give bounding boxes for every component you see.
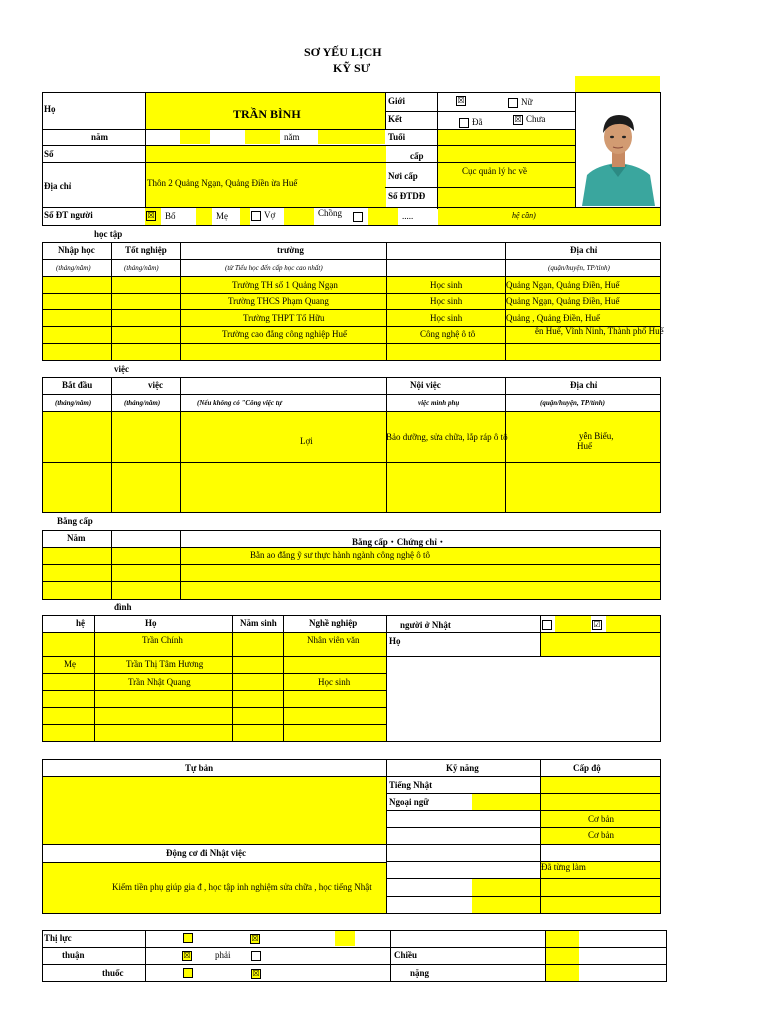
eyesight-label: Thị lực [44,933,72,943]
emergency-phone-field[interactable] [438,208,660,225]
document-title-line1: SƠ YẾU LỊCH [304,45,382,59]
skill-japanese: Tiếng Nhật [389,780,433,790]
weight-label: nặng [410,968,430,978]
mother-label: Mẹ [216,211,228,221]
edu-header-school: trường [277,245,304,255]
gender-male-option[interactable] [456,95,469,106]
japan-no-checkbox[interactable] [542,620,552,630]
husband-label: Chồng [318,208,343,218]
family-header-name: Họ [145,618,157,628]
edu-row1-school: Trường TH số 1 Quảng Ngạn [232,280,338,290]
japan-no-option[interactable] [542,619,555,630]
family-row1-job: Nhân viên văn [307,635,360,645]
issue-place-value: Cục quản lý hc về [462,166,527,176]
issue-date-field[interactable] [438,146,575,162]
edu-row1-major: Học sinh [430,280,463,290]
family-header-birth: Năm sinh [240,618,277,628]
address-label: Địa chỉ [44,181,72,191]
female-label: Nữ [521,97,533,107]
education-section-title: học tập [94,229,123,239]
work-header-job: Nội việc [410,380,441,390]
smoking-option-2[interactable] [251,968,264,979]
edu-row2-major: Học sinh [430,296,463,306]
work-row1-company: Lợi [300,436,313,446]
work-sub-company: (Nếu không có "Công việc tự [197,399,282,407]
work-sub-start: (tháng/năm) [55,399,92,407]
issue-place-label: Nơi cấp [388,171,418,181]
father-checkbox[interactable]: ☒ [147,210,155,220]
surname-label: Họ [44,104,56,114]
married-option[interactable] [459,117,483,128]
edu-row4-address: ên Huế, Vĩnh Ninh, Thành phố Huế [535,326,664,336]
husband-option[interactable] [353,211,366,222]
edu-header-address: Địa chỉ [570,245,598,255]
work-row1-address-2: Huế [577,441,592,451]
work-sub-job: việc mình phụ [418,399,460,407]
wife-label: Vợ [264,210,276,220]
single-label: Chưa [526,114,546,124]
eyesight-option-2[interactable] [250,933,263,944]
right-hand-checkbox[interactable] [251,951,261,961]
level-row4: Cơ bản [588,830,615,840]
edu-header-start: Nhập học [58,245,95,255]
family-header-relation: hệ [76,618,85,628]
married-label: Đã [472,117,483,127]
family-section-title: đình [114,602,132,612]
id-number-field[interactable] [145,146,386,162]
father-option[interactable] [146,210,159,221]
edu-sub-address: (quận/huyện, TP/tỉnh) [548,264,610,272]
birth-year-field[interactable] [318,130,385,144]
level-header: Cấp độ [573,763,601,773]
single-option[interactable] [513,114,545,125]
work-sub-address: (quận/huyện, TP/tỉnh) [540,399,605,407]
husband-checkbox[interactable] [353,212,363,222]
other-dots: ..... [402,211,414,221]
gender-female-option[interactable] [508,97,532,108]
edu-header-end: Tốt nghiệp [125,245,167,255]
issue-date-label: cấp [410,151,424,161]
edu-sub-school: (từ Tiểu học đến cấp học cao nhất) [225,264,323,272]
smoking-checkbox-1[interactable] [183,968,193,978]
edu-row3-school: Trường THPT Tố Hữu [243,313,325,323]
japan-name-label: Họ [389,636,401,646]
family-row3-job: Học sinh [318,677,351,687]
skill-foreign: Ngoại ngữ [389,797,429,807]
edu-row4-school: Trường cao đẳng công nghiệp Huế [222,329,348,339]
married-checkbox[interactable] [459,118,469,128]
family-row2-relation: Mẹ [64,659,76,669]
level-row3: Cơ bản [588,814,615,824]
motive-header: Động cơ đi Nhật việc [166,848,246,858]
eyesight-checkbox-2[interactable]: ☒ [251,933,259,943]
document-title-line2: KỸ SƯ [333,61,371,75]
wife-checkbox[interactable] [251,211,261,221]
cert-header-name: Bằng cấp・Chứng chỉ・ [352,537,446,547]
male-checkbox[interactable]: ☒ [457,95,465,105]
edu-row3-major: Học sinh [430,313,463,323]
right-hand-label: phải [215,950,231,960]
profile-photo [577,95,660,206]
self-pr-field[interactable] [43,777,386,844]
father-label: Bố [165,211,176,221]
work-row1-address-1: yễn Biểu, [579,431,614,441]
left-hand-checkbox[interactable]: ☒ [183,950,191,960]
japan-yes-checkbox[interactable]: ☑ [593,619,601,629]
full-name-value: TRẦN BÌNH [233,107,301,121]
motive-text: Kiếm tiền phụ giúp gia đ , học tập inh nghiệm sửa chữa , học tiếng Nhật [112,882,372,892]
edu-row2-school: Trường THCS Phạm Quang [228,296,329,306]
address-value: Thôn 2 Quảng Ngạn, Quảng Điền ừa Huế [147,178,298,188]
cert-header-year: Năm [67,533,86,543]
single-checkbox[interactable]: ☒ [514,114,522,124]
work-row1-job: Bảo dưỡng, sửa chữa, lắp ráp ô tô [386,432,508,442]
height-label: Chiều [394,950,418,960]
work-section-title: việc [114,364,129,374]
smoking-label: thuốc [102,968,124,978]
marital-label: Kết [388,114,402,124]
japan-yes-option[interactable] [592,619,605,630]
age-label: Tuổi [388,132,406,142]
work-header-end: việc [148,380,163,390]
left-hand-option[interactable] [182,950,195,961]
edu-row1-address: Quảng Ngạn, Quảng Điền, Huế [506,280,620,290]
edu-row4-major: Công nghệ ô tô [420,329,476,339]
id-number-label: Số [44,149,54,159]
edu-row2-address: Quảng Ngạn, Quảng Điền, Huế [506,296,620,306]
family-row1-name: Trần Chính [142,635,183,645]
family-header-job: Nghề nghiệp [309,618,358,628]
smoking-checkbox-2[interactable]: ☒ [252,968,260,978]
edu-row3-address: Quảng , Quảng Điền, Huế [506,313,600,323]
emergency-note: hệ cần) [512,211,536,220]
skills-header: Kỹ năng [446,763,479,773]
birth-year-label-2: năm [284,132,300,142]
edu-sub-end: (tháng/năm) [124,264,159,272]
age-field[interactable] [438,130,575,145]
person-photo-icon [577,95,660,206]
right-hand-option[interactable] [251,950,264,961]
mobile-field[interactable] [438,188,575,207]
work-header-start: Bắt đầu [62,380,93,390]
eyesight-option-1[interactable] [183,932,196,943]
gender-label: Giới [388,96,405,106]
family-row3-name: Trần Nhật Quang [128,677,191,687]
birth-month-field[interactable] [245,130,280,144]
birth-day-field[interactable] [180,130,210,144]
wife-option[interactable] [251,210,275,221]
level-row6: Đã từng làm [541,862,586,872]
edu-sub-start: (tháng/năm) [56,264,91,272]
japan-relatives-label: người ở Nhật [400,620,451,630]
mobile-label: Số ĐTDĐ [388,191,426,201]
self-pr-header: Tự bản [185,763,214,773]
female-checkbox[interactable] [508,98,518,108]
japan-relative-field[interactable] [541,633,660,656]
emergency-phone-label: Số ĐT người [44,210,93,220]
birth-year-label: năm [91,132,109,142]
smoking-option-1[interactable] [183,967,196,978]
cert-row1: Bằn ao đẳng ỹ sư thực hành ngành công nghệ ô tô [250,550,430,560]
cert-section-title: Bằng cấp [57,516,93,526]
handedness-label: thuận [62,950,85,960]
work-header-address: Địa chỉ [570,380,598,390]
family-row2-name: Trần Thị Tâm Hương [126,659,204,669]
date-field[interactable] [575,76,660,92]
work-sub-end: (tháng/năm) [124,399,161,407]
eyesight-checkbox-1[interactable] [183,933,193,943]
